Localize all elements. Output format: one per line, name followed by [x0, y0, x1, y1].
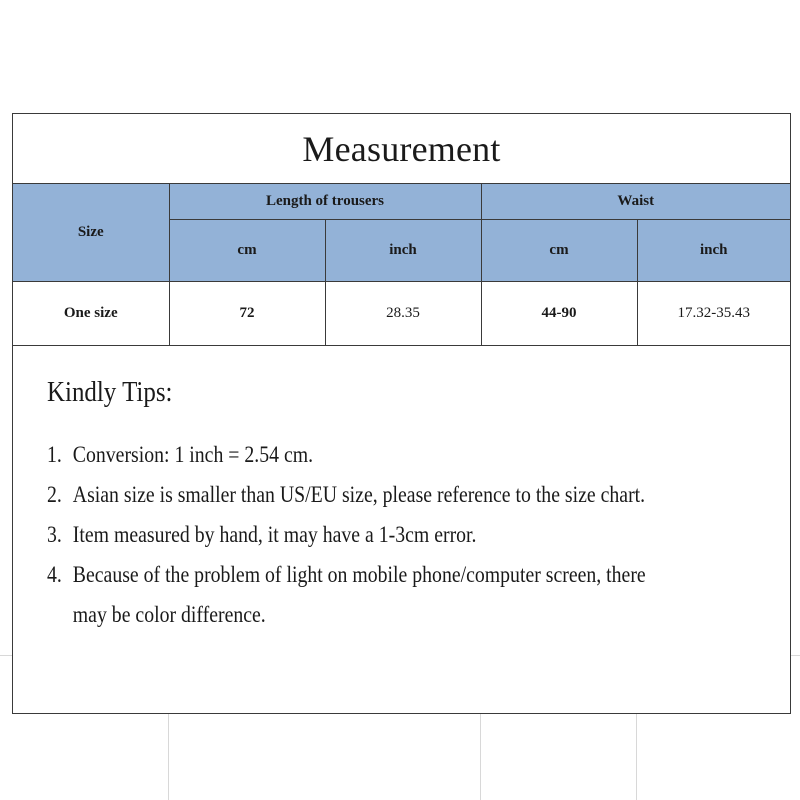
- table-cell: 72: [169, 281, 325, 345]
- list-item-number: 2.: [47, 482, 62, 507]
- size-table: [13, 184, 790, 346]
- list-item: [47, 555, 666, 635]
- table-header-row: [13, 184, 790, 219]
- unit-cell: cm: [169, 219, 325, 281]
- table-row: [13, 281, 790, 345]
- faint-grid-line: [791, 655, 800, 656]
- list-item: [47, 515, 666, 555]
- table-cell: 44-90: [481, 281, 637, 345]
- unit-cell: cm: [481, 219, 637, 281]
- faint-grid-line: [636, 714, 637, 800]
- list-item: [47, 435, 666, 475]
- length-header: Length of trousers: [169, 184, 481, 219]
- list-item-text: Asian size is smaller than US/EU size, please reference to the size chart.: [72, 482, 646, 507]
- tips-list: [47, 435, 666, 635]
- table-cell: 28.35: [325, 281, 481, 345]
- list-item-text: Because of the problem of light on mobile phone/computer screen, there may be color difference.: [72, 562, 646, 627]
- kindly-tips: [47, 376, 666, 635]
- waist-header: Waist: [481, 184, 790, 219]
- list-item: [47, 475, 666, 515]
- page-title: Measurement: [13, 114, 790, 184]
- faint-grid-line: [480, 714, 481, 800]
- faint-grid-line: [0, 655, 12, 656]
- list-item-text: Conversion: 1 inch = 2.54 cm.: [72, 442, 314, 467]
- list-item-text: Item measured by hand, it may have a 1-3cm error.: [72, 522, 477, 547]
- row-label: One size: [13, 281, 169, 345]
- faint-grid-line: [168, 714, 169, 800]
- list-item-number: 4.: [47, 562, 62, 587]
- tips-heading: Kindly Tips:: [47, 376, 173, 408]
- list-item-number: 1.: [47, 442, 62, 467]
- size-chart-frame: [12, 113, 791, 714]
- size-header: Size: [13, 184, 169, 281]
- unit-cell: inch: [325, 219, 481, 281]
- list-item-number: 3.: [47, 522, 62, 547]
- unit-cell: inch: [637, 219, 790, 281]
- table-cell: 17.32-35.43: [637, 281, 790, 345]
